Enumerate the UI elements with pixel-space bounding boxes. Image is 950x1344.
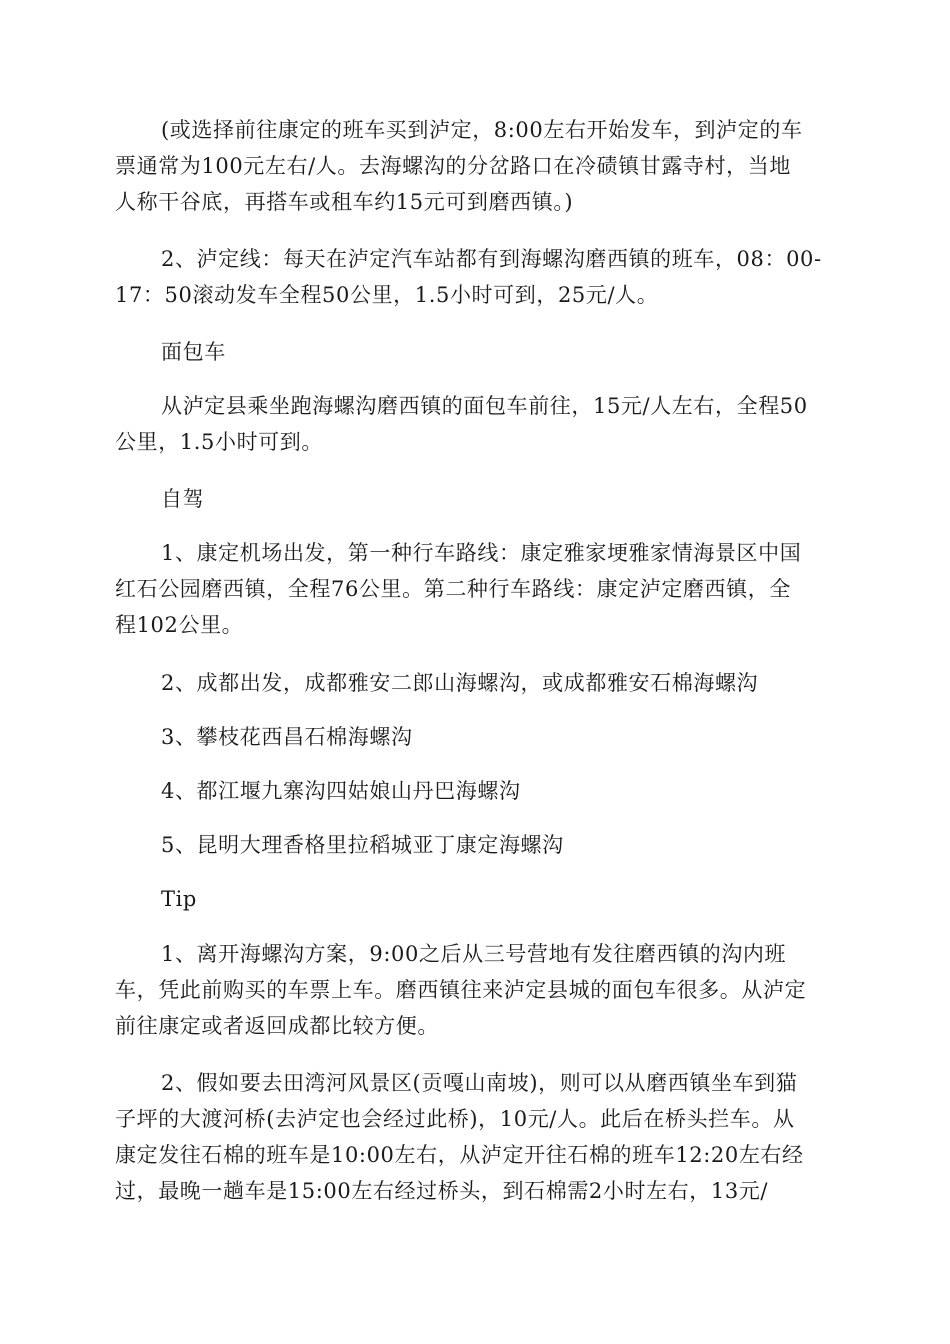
heading-tip xyxy=(115,881,835,917)
section-heading: 面包车 xyxy=(161,340,226,364)
text-line: 1、离开海螺沟方案，9:00之后从三号营地有发往磨西镇的沟内班 xyxy=(161,942,787,966)
heading-selfdrive xyxy=(115,481,835,517)
paragraph-bus-kangding xyxy=(115,112,835,220)
text-line: 公里，1.5小时可到。 xyxy=(115,430,323,454)
text-line: 子坪的大渡河桥(去泸定也会经过此桥)，10元/人。此后在桥头拦车。从 xyxy=(115,1107,795,1131)
text-line: 康定发往石棉的班车是10:00左右，从泸定开往石棉的班车12:20左右经 xyxy=(115,1143,804,1167)
text-line: 2、泸定线：每天在泸定汽车站都有到海螺沟磨西镇的班车，08：00- xyxy=(161,247,822,271)
text-line: 程102公里。 xyxy=(115,613,244,637)
paragraph-tip-1 xyxy=(115,936,835,1044)
paragraph-route-2 xyxy=(115,665,835,701)
text-line: 人称干谷底，再搭车或租车约15元可到磨西镇。) xyxy=(115,190,574,214)
text-line: 17：50滚动发车全程50公里，1.5小时可到，25元/人。 xyxy=(115,283,659,307)
text-line: 票通常为100元左右/人。去海螺沟的分岔路口在冷碛镇甘露寺村，当地 xyxy=(115,154,791,178)
paragraph-route-1 xyxy=(115,535,835,643)
text-line: 3、攀枝花西昌石棉海螺沟 xyxy=(161,725,413,749)
paragraph-route-5 xyxy=(115,827,835,863)
text-line: 车，凭此前购买的车票上车。磨西镇往来泸定县城的面包车很多。从泸定 xyxy=(115,978,807,1002)
text-line: 2、假如要去田湾河风景区(贡嘎山南坡)，则可以从磨西镇坐车到猫 xyxy=(161,1071,798,1095)
paragraph-route-4 xyxy=(115,773,835,809)
text-line: 2、成都出发，成都雅安二郎山海螺沟，或成都雅安石棉海螺沟 xyxy=(161,671,759,695)
paragraph-minibus-info xyxy=(115,388,835,460)
text-line: 5、昆明大理香格里拉稻城亚丁康定海螺沟 xyxy=(161,833,564,857)
text-line: 前往康定或者返回成都比较方便。 xyxy=(115,1014,439,1038)
paragraph-luding-line xyxy=(115,241,835,313)
paragraph-route-3 xyxy=(115,719,835,755)
text-line: 1、康定机场出发，第一种行车路线：康定雅家埂雅家情海景区中国 xyxy=(161,541,802,565)
heading-minibus xyxy=(115,334,835,370)
section-heading: Tip xyxy=(161,887,197,911)
paragraph-tip-2 xyxy=(115,1065,835,1209)
section-heading: 自驾 xyxy=(161,487,205,511)
text-line: 红石公园磨西镇，全程76公里。第二种行车路线：康定泸定磨西镇，全 xyxy=(115,577,791,601)
text-line: 从泸定县乘坐跑海螺沟磨西镇的面包车前往，15元/人左右，全程50 xyxy=(161,394,808,418)
text-line: (或选择前往康定的班车买到泸定，8:00左右开始发车，到泸定的车 xyxy=(161,118,803,142)
text-line: 4、都江堰九寨沟四姑娘山丹巴海螺沟 xyxy=(161,779,521,803)
text-line: 过，最晚一趟车是15:00左右经过桥头，到石棉需2小时左右，13元/ xyxy=(115,1179,769,1203)
